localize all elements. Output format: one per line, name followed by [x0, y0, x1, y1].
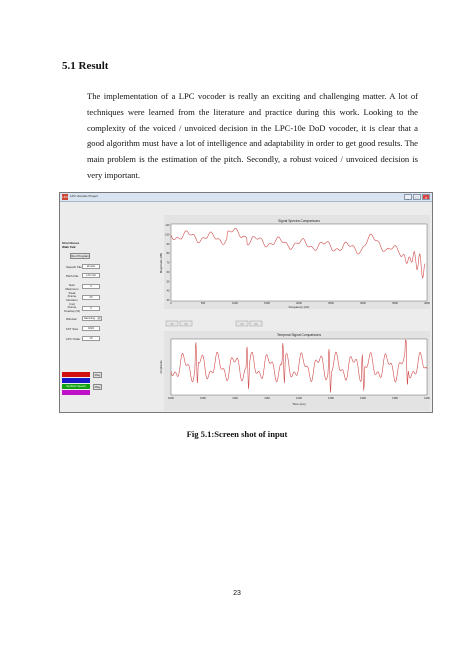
param-label: Num Maximum Peak	[65, 283, 79, 295]
section-heading: 5.1 Result	[62, 60, 109, 72]
temporal-x-tick-label: 1000	[168, 397, 174, 400]
spectrum-y-tick-label: 30	[166, 299, 170, 302]
window-label: Window	[66, 317, 77, 321]
spectrum-x-tick-label: 2000	[296, 302, 302, 305]
figure-caption: Fig 5.1:Screen shot of input	[186, 429, 288, 439]
spectrum-x-tick-label: 500	[200, 302, 206, 305]
spectrum-y-tick-label: 80	[166, 252, 170, 256]
pitch-file-input[interactable]: pch.mat	[82, 273, 100, 278]
speech-file-input[interactable]: ah.wav	[82, 264, 100, 269]
spectrum-ylabel: Magnitude (dB)	[159, 252, 163, 274]
temporal-x-tick-label: 1300	[360, 397, 366, 400]
play-button-1[interactable]: Play	[94, 373, 101, 377]
spectrum-y-tick-label: 70	[166, 261, 170, 265]
temporal-ylabel: Amplitude	[159, 360, 163, 374]
spectrum-x-tick-label: 3000	[360, 302, 366, 305]
param-label: Speech File	[66, 265, 82, 269]
temporal-x-tick-label: 1250	[328, 397, 334, 400]
color-bar-green[interactable]: Synthetic Speech	[62, 384, 90, 389]
fft-label: FFT Size	[66, 327, 79, 331]
spectrum-y-tick-label: 90	[166, 242, 170, 246]
minimize-button[interactable]: _	[404, 194, 412, 200]
spectrum-xlabel: Frequency (Hz)	[288, 305, 310, 309]
temporal-x-tick-label: 1050	[200, 397, 206, 400]
spectrum-y-tick-label: 110	[165, 224, 170, 227]
play-button-2[interactable]: Play	[94, 385, 101, 389]
plots-canvas	[60, 193, 432, 412]
forward-button-1-label: >>	[184, 321, 188, 326]
close-button[interactable]: x	[422, 194, 430, 200]
run-program-button[interactable]: Run Program	[71, 254, 89, 258]
panel-header-1: Shot Noises	[62, 241, 80, 245]
panel-header-2: Walk Talk	[62, 245, 76, 249]
spectrum-x-tick-label: 3500	[392, 302, 398, 305]
transport-controls	[166, 321, 262, 326]
chevron-down-icon: ▾	[98, 317, 100, 320]
temporal-title: Temporal Signal Comparisons	[277, 333, 321, 337]
spectrum-x-tick-label: 0	[170, 302, 172, 305]
max-peak-input[interactable]: 3	[82, 284, 100, 289]
spectrum-y-tick-label: 60	[166, 270, 170, 274]
forward-button-2-label: >>	[254, 321, 258, 326]
maximize-button[interactable]: □	[413, 194, 421, 200]
param-label: Frame Duration (ms)	[66, 294, 78, 306]
body-paragraph	[87, 89, 418, 184]
param-label: Pitch File	[66, 274, 79, 278]
spectrum-x-tick-label: 2500	[328, 302, 334, 305]
frame-duration-input[interactable]: 20	[82, 295, 100, 300]
temporal-x-tick-label: 1150	[264, 397, 270, 400]
temporal-x-tick-label: 1400	[424, 397, 430, 400]
lpc-label: LPC Order	[66, 337, 81, 341]
lpc-order-input[interactable]: 10	[82, 336, 100, 341]
window-title: LPC Vocoder Project	[70, 194, 98, 198]
temporal-x-tick-label: 1200	[296, 397, 302, 400]
spectrum-x-tick-label: 1000	[232, 302, 238, 305]
page-number: 23	[233, 590, 241, 597]
param-label: Frame Overlap (%)	[64, 305, 81, 313]
spectrum-axes	[171, 224, 427, 301]
rewind-button-1-label: <<	[170, 321, 174, 326]
spectrum-x-tick-label: 4000	[424, 302, 430, 305]
fft-size-input[interactable]: 1024	[82, 326, 100, 331]
rewind-button-2-label: <<	[240, 321, 244, 326]
temporal-axes	[171, 339, 427, 395]
temporal-xlabel: Time (ms)	[292, 402, 306, 406]
spectrum-x-tick-label: 1500	[264, 302, 270, 305]
frame-overlap-input[interactable]: 0	[82, 306, 100, 311]
spectrum-y-tick-label: 40	[166, 289, 170, 293]
spectrum-y-ticks	[165, 223, 170, 302]
spectrum-y-tick-label: 100	[165, 233, 170, 237]
window-select-value: Hamming	[84, 317, 96, 320]
app-screenshot	[59, 192, 433, 413]
temporal-x-tick-label: 1350	[392, 397, 398, 400]
app-icon: LPC	[62, 195, 68, 199]
paragraph-text: The implementation of a LPC vocoder is really an exciting and challenging matter. A lot of techniques were learned from the literature and practice during this work. Looking to the complexity of the voiced / unvoiced decision in the LPC-10e DoD vocoder, it is clear that a good algorithm must have a lot of intelligence and adaptability in order to get good results. The main problem is the estimation of the pitch. Secondly, a robust voiced / unvoiced decision is very important.	[87, 91, 418, 180]
temporal-x-tick-label: 1100	[232, 397, 238, 400]
spectrum-title: Signal Spectra Comparisons	[278, 219, 320, 223]
spectrum-y-tick-label: 50	[166, 280, 170, 284]
